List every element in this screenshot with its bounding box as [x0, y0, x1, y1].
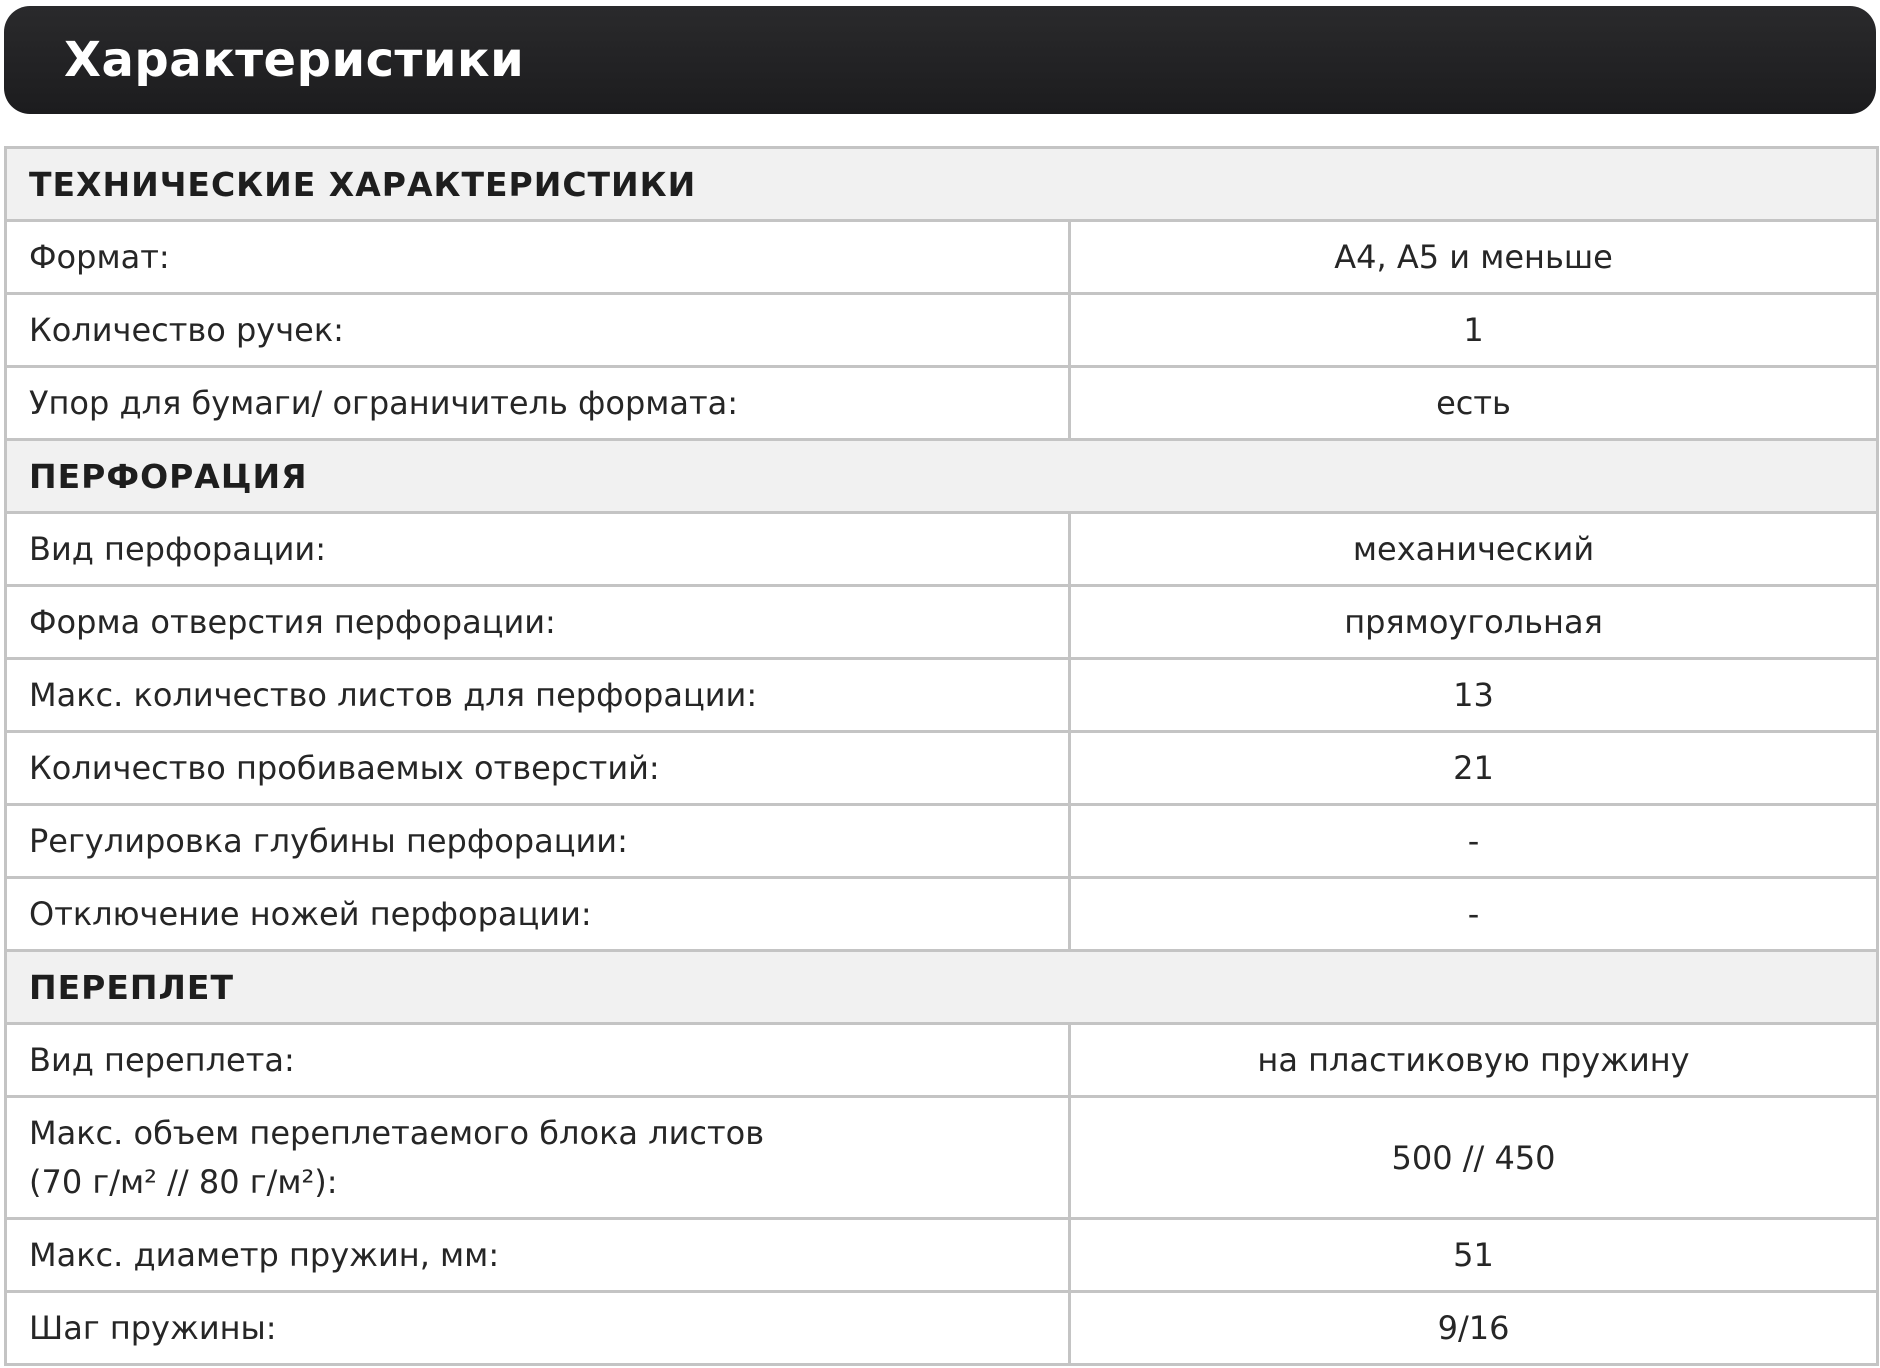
spec-label: Макс. количество листов для перфорации:	[6, 659, 1070, 732]
spec-label: Форма отверстия перфорации:	[6, 586, 1070, 659]
spec-label-line: Макс. объем переплетаемого блока листов	[29, 1113, 765, 1152]
spec-value: прямоугольная	[1070, 586, 1878, 659]
section-title: ТЕХНИЧЕСКИЕ ХАРАКТЕРИСТИКИ	[6, 148, 1878, 221]
spec-label: Упор для бумаги/ ограничитель формата:	[6, 367, 1070, 440]
spec-value: на пластиковую пружину	[1070, 1024, 1878, 1097]
table-row	[6, 513, 1878, 586]
spec-label: Вид переплета:	[6, 1024, 1070, 1097]
table-row	[6, 805, 1878, 878]
spec-value: 9/16	[1070, 1292, 1878, 1365]
spec-label: Количество ручек:	[6, 294, 1070, 367]
table-row	[6, 659, 1878, 732]
table-row	[6, 878, 1878, 951]
page-title: Характеристики	[64, 32, 525, 88]
header-bar	[4, 6, 1876, 114]
spec-label: Отключение ножей перфорации:	[6, 878, 1070, 951]
table-row	[6, 221, 1878, 294]
spec-value: 500 // 450	[1070, 1097, 1878, 1219]
table-row	[6, 367, 1878, 440]
spec-label: Количество пробиваемых отверстий:	[6, 732, 1070, 805]
section-title: ПЕРФОРАЦИЯ	[6, 440, 1878, 513]
table-row	[6, 1292, 1878, 1365]
spec-value: 51	[1070, 1219, 1878, 1292]
spec-label: Регулировка глубины перфорации:	[6, 805, 1070, 878]
spec-value: -	[1070, 805, 1878, 878]
spec-label: Формат:	[6, 221, 1070, 294]
section-header-perforation	[6, 440, 1878, 513]
table-row	[6, 1024, 1878, 1097]
spec-label: Вид перфорации:	[6, 513, 1070, 586]
table-row	[6, 294, 1878, 367]
specs-table	[4, 146, 1879, 1366]
spec-label	[6, 1097, 1070, 1219]
spec-value: A4, A5 и меньше	[1070, 221, 1878, 294]
table-row	[6, 1097, 1878, 1219]
table-row	[6, 732, 1878, 805]
spec-value: 1	[1070, 294, 1878, 367]
spec-label-line: (70 г/м² // 80 г/м²):	[29, 1162, 338, 1201]
section-header-binding	[6, 951, 1878, 1024]
spec-value: механический	[1070, 513, 1878, 586]
spec-label: Макс. диаметр пружин, мм:	[6, 1219, 1070, 1292]
spec-value: есть	[1070, 367, 1878, 440]
spec-label: Шаг пружины:	[6, 1292, 1070, 1365]
table-row	[6, 1219, 1878, 1292]
table-row	[6, 586, 1878, 659]
spec-value: 21	[1070, 732, 1878, 805]
spec-value: 13	[1070, 659, 1878, 732]
section-title: ПЕРЕПЛЕТ	[6, 951, 1878, 1024]
spec-value: -	[1070, 878, 1878, 951]
section-header-tech	[6, 148, 1878, 221]
